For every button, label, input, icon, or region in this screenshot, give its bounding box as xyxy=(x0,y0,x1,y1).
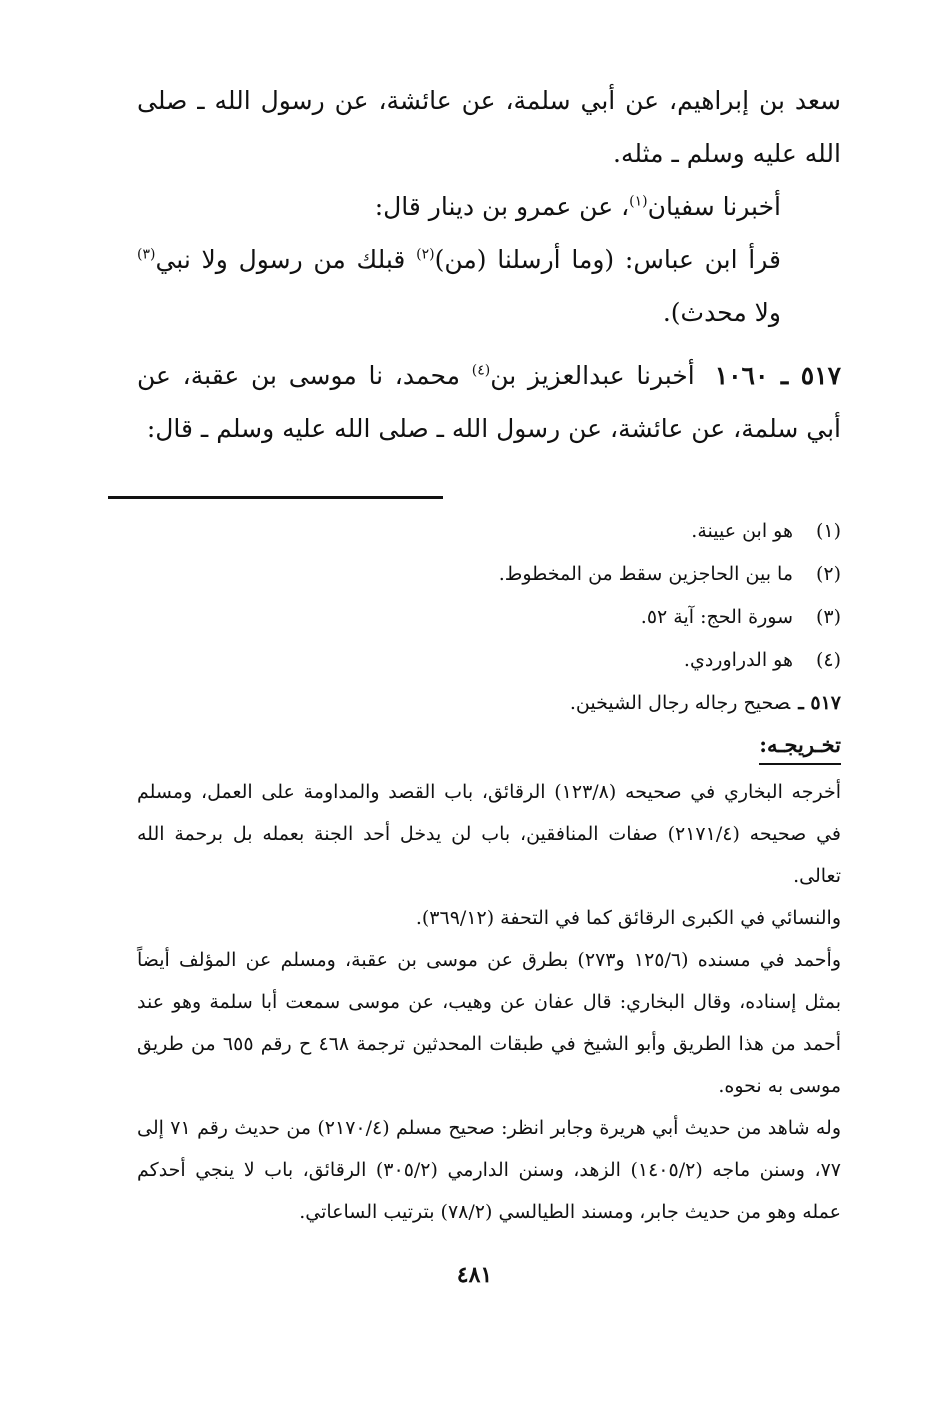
main-paragraph-2 xyxy=(137,180,841,233)
hadith-number: ٥١٧ ـ ١٠٦٠ xyxy=(714,361,842,390)
footnote-2 xyxy=(137,553,841,596)
grading-text: صحيح رجاله رجال الشيخين. xyxy=(569,692,791,714)
grading-line xyxy=(137,682,841,725)
takhrij-heading: تخـريجـه: xyxy=(759,727,841,765)
hadith-text-a: أخبرنا عبدالعزيز بن xyxy=(490,361,695,390)
hadith-text-b: محمد، نا موسى بن عقبة، عن أبي سلمة، عن عائشة، عن رسول الله ـ صلى الله عليه وسلم ـ قال: xyxy=(137,361,841,443)
main-line-1: سعد بن إبراهيم، عن أبي سلمة، عن عائشة، عن رسول الله ـ صلى الله عليه وسلم ـ مثله. xyxy=(137,86,841,168)
footnote-text: هو ابن عيينة. xyxy=(691,520,793,542)
main-line-2: أخبرنا سفيان xyxy=(647,192,781,221)
takhrij-paragraph-4: وله شاهد من حديث أبي هريرة وجابر انظر: صحيح مسلم (٢١٧٠/٤) من حديث رقم ٧١ إلى ٧٧، وسنن ماجه (١٤٠٥/٢) الزهد، وسنن الدارمي (٣٠٥/٢) الرقائق، باب لا ينجي أحدكم عمله وهو من حديث جابر، ومسند الطيالسي (٧٨/٢) بترتيب الساعاتي. xyxy=(137,1117,842,1223)
footnote-ref-4: (٤) xyxy=(471,362,491,379)
main-line-3c: ولا محدث). xyxy=(662,298,781,327)
takhrij-paragraph-3: وأحمد في مسنده (١٢٥/٦ و٢٧٣) بطرق عن موسى بن عقبة، ومسلم عن المؤلف أيضاً بمثل إسناده، وقال البخاري: قال عفان عن وهيب، عن موسى سمعت أبا سلمة وهو عند أحمد من هذا الطريق وأبو الشيخ في طبقات المحدثين ترجمة ٤٦٨ ح رقم ٦٥٥ من طريق موسى به نحوه. xyxy=(137,949,841,1097)
takhrij-paragraph-2: والنسائي في الكبرى الرقائق كما في التحفة (٣٦٩/١٢). xyxy=(415,907,841,929)
footnote-number: (١) xyxy=(815,520,841,542)
takhrij-paragraph-1: أخرجه البخاري في صحيحه (١٢٣/٨) الرقائق، باب القصد والمداومة على العمل، ومسلم في صحيحه (٢١٧١/٤) صفات المنافقين، باب لن يدخل أحد الجنة بعمله بل برحمة الله تعالى. xyxy=(137,781,841,887)
footnote-text: هو الدراوردي. xyxy=(683,649,793,671)
footnote-number: (٢) xyxy=(815,563,841,585)
takhrij-heading-row xyxy=(137,725,841,771)
main-paragraph-1 xyxy=(137,74,841,180)
footnote-number: (٤) xyxy=(815,649,841,671)
footnote-ref-2: (٢) xyxy=(416,246,435,263)
grading-number: ٥١٧ ـ xyxy=(798,692,841,714)
main-line-3b: قبلك من رسول ولا نبي xyxy=(155,245,417,274)
footnote-4 xyxy=(137,639,841,682)
page-number: ٤٨١ xyxy=(456,1262,493,1288)
footnote-ref-3: (٣) xyxy=(137,246,156,263)
footnote-number: (٣) xyxy=(815,606,841,628)
footnote-ref-1: (١) xyxy=(629,193,648,210)
footnote-1 xyxy=(137,510,841,553)
main-line-2-rest: ، عن عمرو بن دينار قال: xyxy=(374,192,630,221)
main-text xyxy=(137,74,841,455)
footnotes xyxy=(137,510,841,1233)
footnote-text: ما بين الحاجزين سقط من المخطوط. xyxy=(498,563,793,585)
footnote-3 xyxy=(137,596,841,639)
hadith-paragraph xyxy=(137,349,841,455)
main-line-3a: قرأ ابن عباس: (وما أرسلنا (من) xyxy=(434,245,781,274)
main-paragraph-3 xyxy=(137,233,841,339)
footnote-separator xyxy=(108,496,443,499)
footnote-text: سورة الحج: آية ٥٢. xyxy=(640,606,793,628)
